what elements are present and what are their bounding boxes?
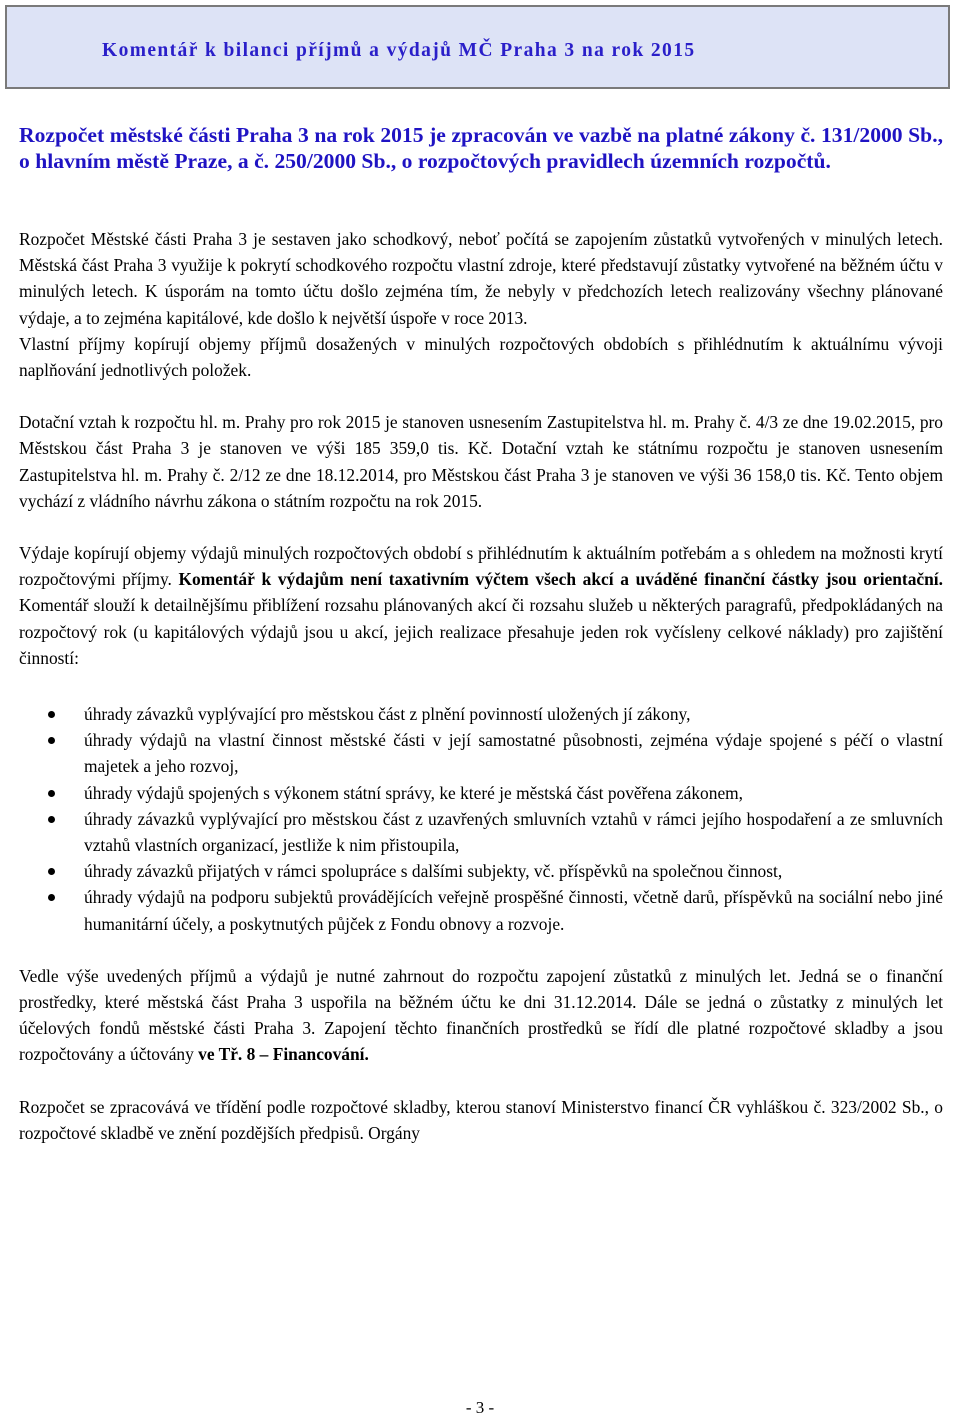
paragraph-expenditures xyxy=(19,540,943,671)
balances-text: Vedle výše uvedených příjmů a výdajů je nutné zahrnout do rozpočtu zapojení zůstatků z minulých let. Jedná se o finanční prostředky, které městská část Praha 3 uspořila na běžném účtu ke dni 31.12.2014. Dále se jedná o zůstatky z minulých let účelových fondů městské části Praha 3. Zapojení těchto finančních prostředků se řídí dle platné rozpočtové skladby a jsou rozpočtovány a účtovány xyxy=(19,965,943,1065)
list-item: úhrady výdajů spojených s výkonem státní správy, ke které je městská část pověřena zákonem, xyxy=(19,780,943,806)
bullet-icon xyxy=(48,790,55,797)
bullet-icon xyxy=(48,868,55,875)
paragraph-balances xyxy=(19,963,943,1068)
list-item: úhrady závazků vyplývající pro městskou část z plnění povinností uložených jí zákony, xyxy=(19,701,943,727)
title-box xyxy=(5,5,950,89)
bullet-icon xyxy=(48,737,55,744)
bullet-icon xyxy=(48,894,55,901)
bullet-icon xyxy=(48,711,55,718)
list-item: úhrady výdajů na vlastní činnost městské části v její samostatné působnosti, zejména výdaje spojené s péčí o vlastní majetek a jeho rozvoj, xyxy=(19,727,943,779)
list-item: úhrady závazků přijatých v rámci spolupráce s dalšími subjekty, vč. příspěvků na společnou činnost, xyxy=(19,858,943,884)
paragraph-own-revenues: Vlastní příjmy kopírují objemy příjmů dosažených v minulých rozpočtových obdobích s přihlédnutím k aktuálnímu vývoji naplňování jednotlivých položek. xyxy=(19,333,943,381)
expenditures-disclaimer: Komentář k výdajům není taxativním výčtem všech akcí a uváděné finanční částky jsou orientační. xyxy=(178,569,943,590)
intro-heading: Rozpočet městské části Praha 3 na rok 2015 je zpracován ve vazbě na platné zákony č. 131/2000 Sb., o hlavním městě Praze, a č. 250/2000 Sb., o rozpočtových pravidlech územních rozpočtů. xyxy=(19,123,943,173)
document-body xyxy=(19,122,943,1146)
bullet-icon xyxy=(48,816,55,823)
page-number: - 3 - xyxy=(465,1398,495,1417)
paragraph-subsidy: Dotační vztah k rozpočtu hl. m. Prahy pro rok 2015 je stanoven usnesením Zastupitelstva hl. m. Prahy č. 4/3 ze dne 19.02.2015, pro Městskou část Praha 3 je stanoven ve výši 185 359,0 tis. Kč. Dotační vztah ke státnímu rozpočtu je stanoven usnesením Zastupitelstva hl. m. Prahy č. 2/12 ze dne 18.12.2014, pro Městskou část Praha 3 je stanoven ve výši 36 158,0 tis. Kč. Tento objem vychází z vládního návrhu zákona o státním rozpočtu na rok 2015. xyxy=(19,412,943,511)
list-item: úhrady výdajů na podporu subjektů provádějících veřejně prospěšné činnosti, včetně darů, příspěvků na sociální nebo jiné humanitární účely, a poskytnutých půjček z Fondu obnovy a rozvoje. xyxy=(19,884,943,936)
expenditures-text-cont: Komentář slouží k detailnějšímu přiblížení rozsahu plánovaných akcí či rozsahu služeb u některých paragrafů, předpokládaných na rozpočtový rok (u kapitálových výdajů jsou u akcí, jejich realizace přesahuje jeden rok vyčísleny celkové náklady) pro zajištění činností: xyxy=(19,595,943,668)
document-title: Komentář k bilanci příjmů a výdajů MČ Praha 3 na rok 2015 xyxy=(102,40,696,61)
paragraph-deficit-budget: Rozpočet Městské části Praha 3 je sestaven jako schodkový, neboť počítá se zapojením zůstatků vytvořených v minulých letech. Městská část Praha 3 využije k pokrytí schodkového rozpočtu vlastní zdroje, které představují zůstatky vytvořené na běžném účtu v minulých letech. K úsporám na tomto účtu došlo zejména tím, že nebyly v předchozích letech realizovány všechny plánované výdaje, a to zejména kapitálové, kde došlo k největší úspoře v roce 2013. xyxy=(19,229,943,328)
list-item: úhrady závazků vyplývající pro městskou část z uzavřených smluvních vztahů v rámci jejího hospodaření a ze smluvních vztahů vlastních organizací, jestliže k nim přistoupila, xyxy=(19,806,943,858)
expenditures-text: Výdaje kopírují objemy výdajů minulých rozpočtových období s přihlédnutím k aktuálním potřebám a s ohledem na možnosti krytí rozpočtovými příjmy. xyxy=(19,543,943,590)
activities-list xyxy=(19,701,943,937)
paragraph-classification: Rozpočet se zpracovává ve třídění podle rozpočtové skladby, kterou stanoví Ministerstvo financí ČR vyhláškou č. 323/2002 Sb., o rozpočtové skladbě ve znění pozdějších předpisů. Orgány xyxy=(19,1096,943,1143)
financing-class: ve Tř. 8 – Financování. xyxy=(198,1044,369,1065)
